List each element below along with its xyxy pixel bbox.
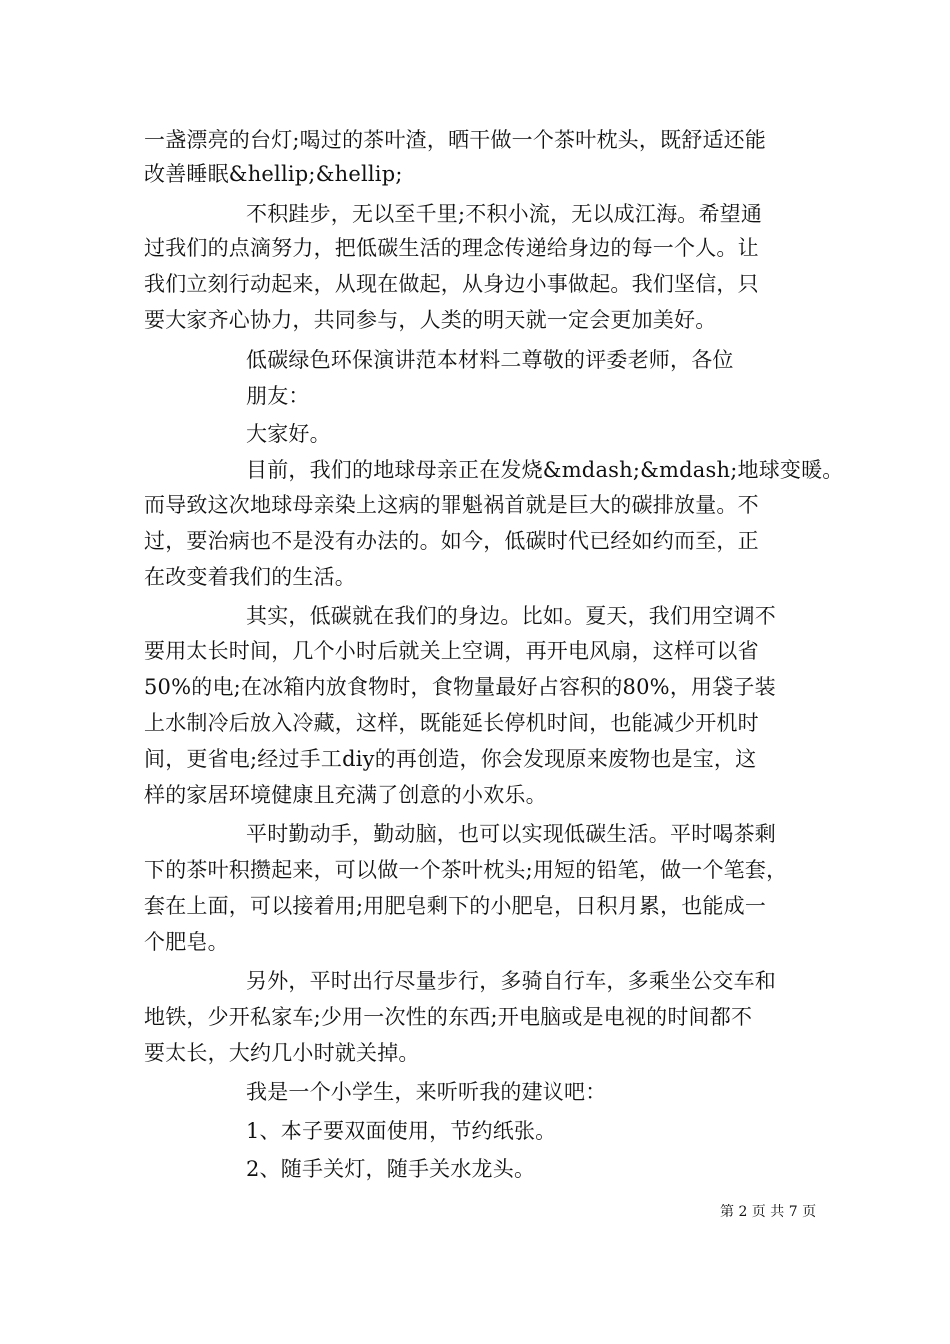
text-line: 而导致这次地球母亲染上这病的罪魁祸首就是巨大的碳排放量。不 [144,493,759,517]
text-line: 一盏漂亮的台灯;喝过的茶叶渣，晒干做一个茶叶枕头，既舒适还能 [144,128,767,152]
text-line: 要大家齐心协力，共同参与，人类的明天就一定会更加美好。 [144,308,717,332]
text-line: 1、本子要双面使用，节约纸张。 [246,1119,557,1143]
text-line: 过我们的点滴努力，把低碳生活的理念传递给身边的每一个人。让 [144,236,759,260]
text-line: 下的茶叶积攒起来，可以做一个茶叶枕头;用短的铅笔，做一个笔套， [144,858,788,882]
text-line: 要太长，大约几小时就关掉。 [144,1041,420,1065]
text-line: 50%的电;在冰箱内放食物时，食物量最好占容积的80%，用袋子装 [144,675,776,699]
text-line: 大家好。 [246,422,331,446]
text-line: 朋友： [246,384,310,408]
text-line: 低碳绿色环保演讲范本材料二尊敬的评委老师，各位 [246,348,734,372]
page-number-footer: 第 2 页 共 7 页 [720,1204,817,1220]
text-line: 要用太长时间，几个小时后就关上空调，再开电风扇，这样可以省 [144,639,759,663]
text-line: 上水制冷后放入冷藏，这样，既能延长停机时间，也能减少开机时 [144,711,759,735]
text-line: 目前，我们的地球母亲正在发烧&mdash;&mdash;地球变暖。 [246,458,844,482]
text-line: 另外，平时出行尽量步行，多骑自行车，多乘坐公交车和 [246,969,776,993]
text-line: 套在上面，可以接着用;用肥皂剩下的小肥皂，日积月累，也能成一 [144,894,767,918]
text-line: 2、随手关灯，随手关水龙头。 [246,1157,536,1181]
text-line: 间，更省电;经过手工diy的再创造，你会发现原来废物也是宝，这 [144,747,757,771]
text-line: 不积跬步，无以至千里;不积小流，无以成江海。希望通 [246,202,763,226]
text-line: 在改变着我们的生活。 [144,565,356,589]
text-line: 地铁，少开私家车;少用一次性的东西;开电脑或是电视的时间都不 [144,1005,753,1029]
text-line: 其实，低碳就在我们的身边。比如。夏天，我们用空调不 [246,604,776,628]
text-line: 我是一个小学生，来听听我的建议吧： [246,1080,607,1104]
text-line: 平时勤动手，勤动脑，也可以实现低碳生活。平时喝茶剩 [246,822,776,846]
text-line: 个肥皂。 [144,930,229,954]
text-line: 过，要治病也不是没有办法的。如今，低碳时代已经如约而至，正 [144,529,759,553]
text-line: 改善睡眠&hellip;&hellip; [144,162,403,186]
text-line: 样的家居环境健康且充满了创意的小欢乐。 [144,783,547,807]
text-line: 我们立刻行动起来，从现在做起，从身边小事做起。我们坚信，只 [144,272,759,296]
